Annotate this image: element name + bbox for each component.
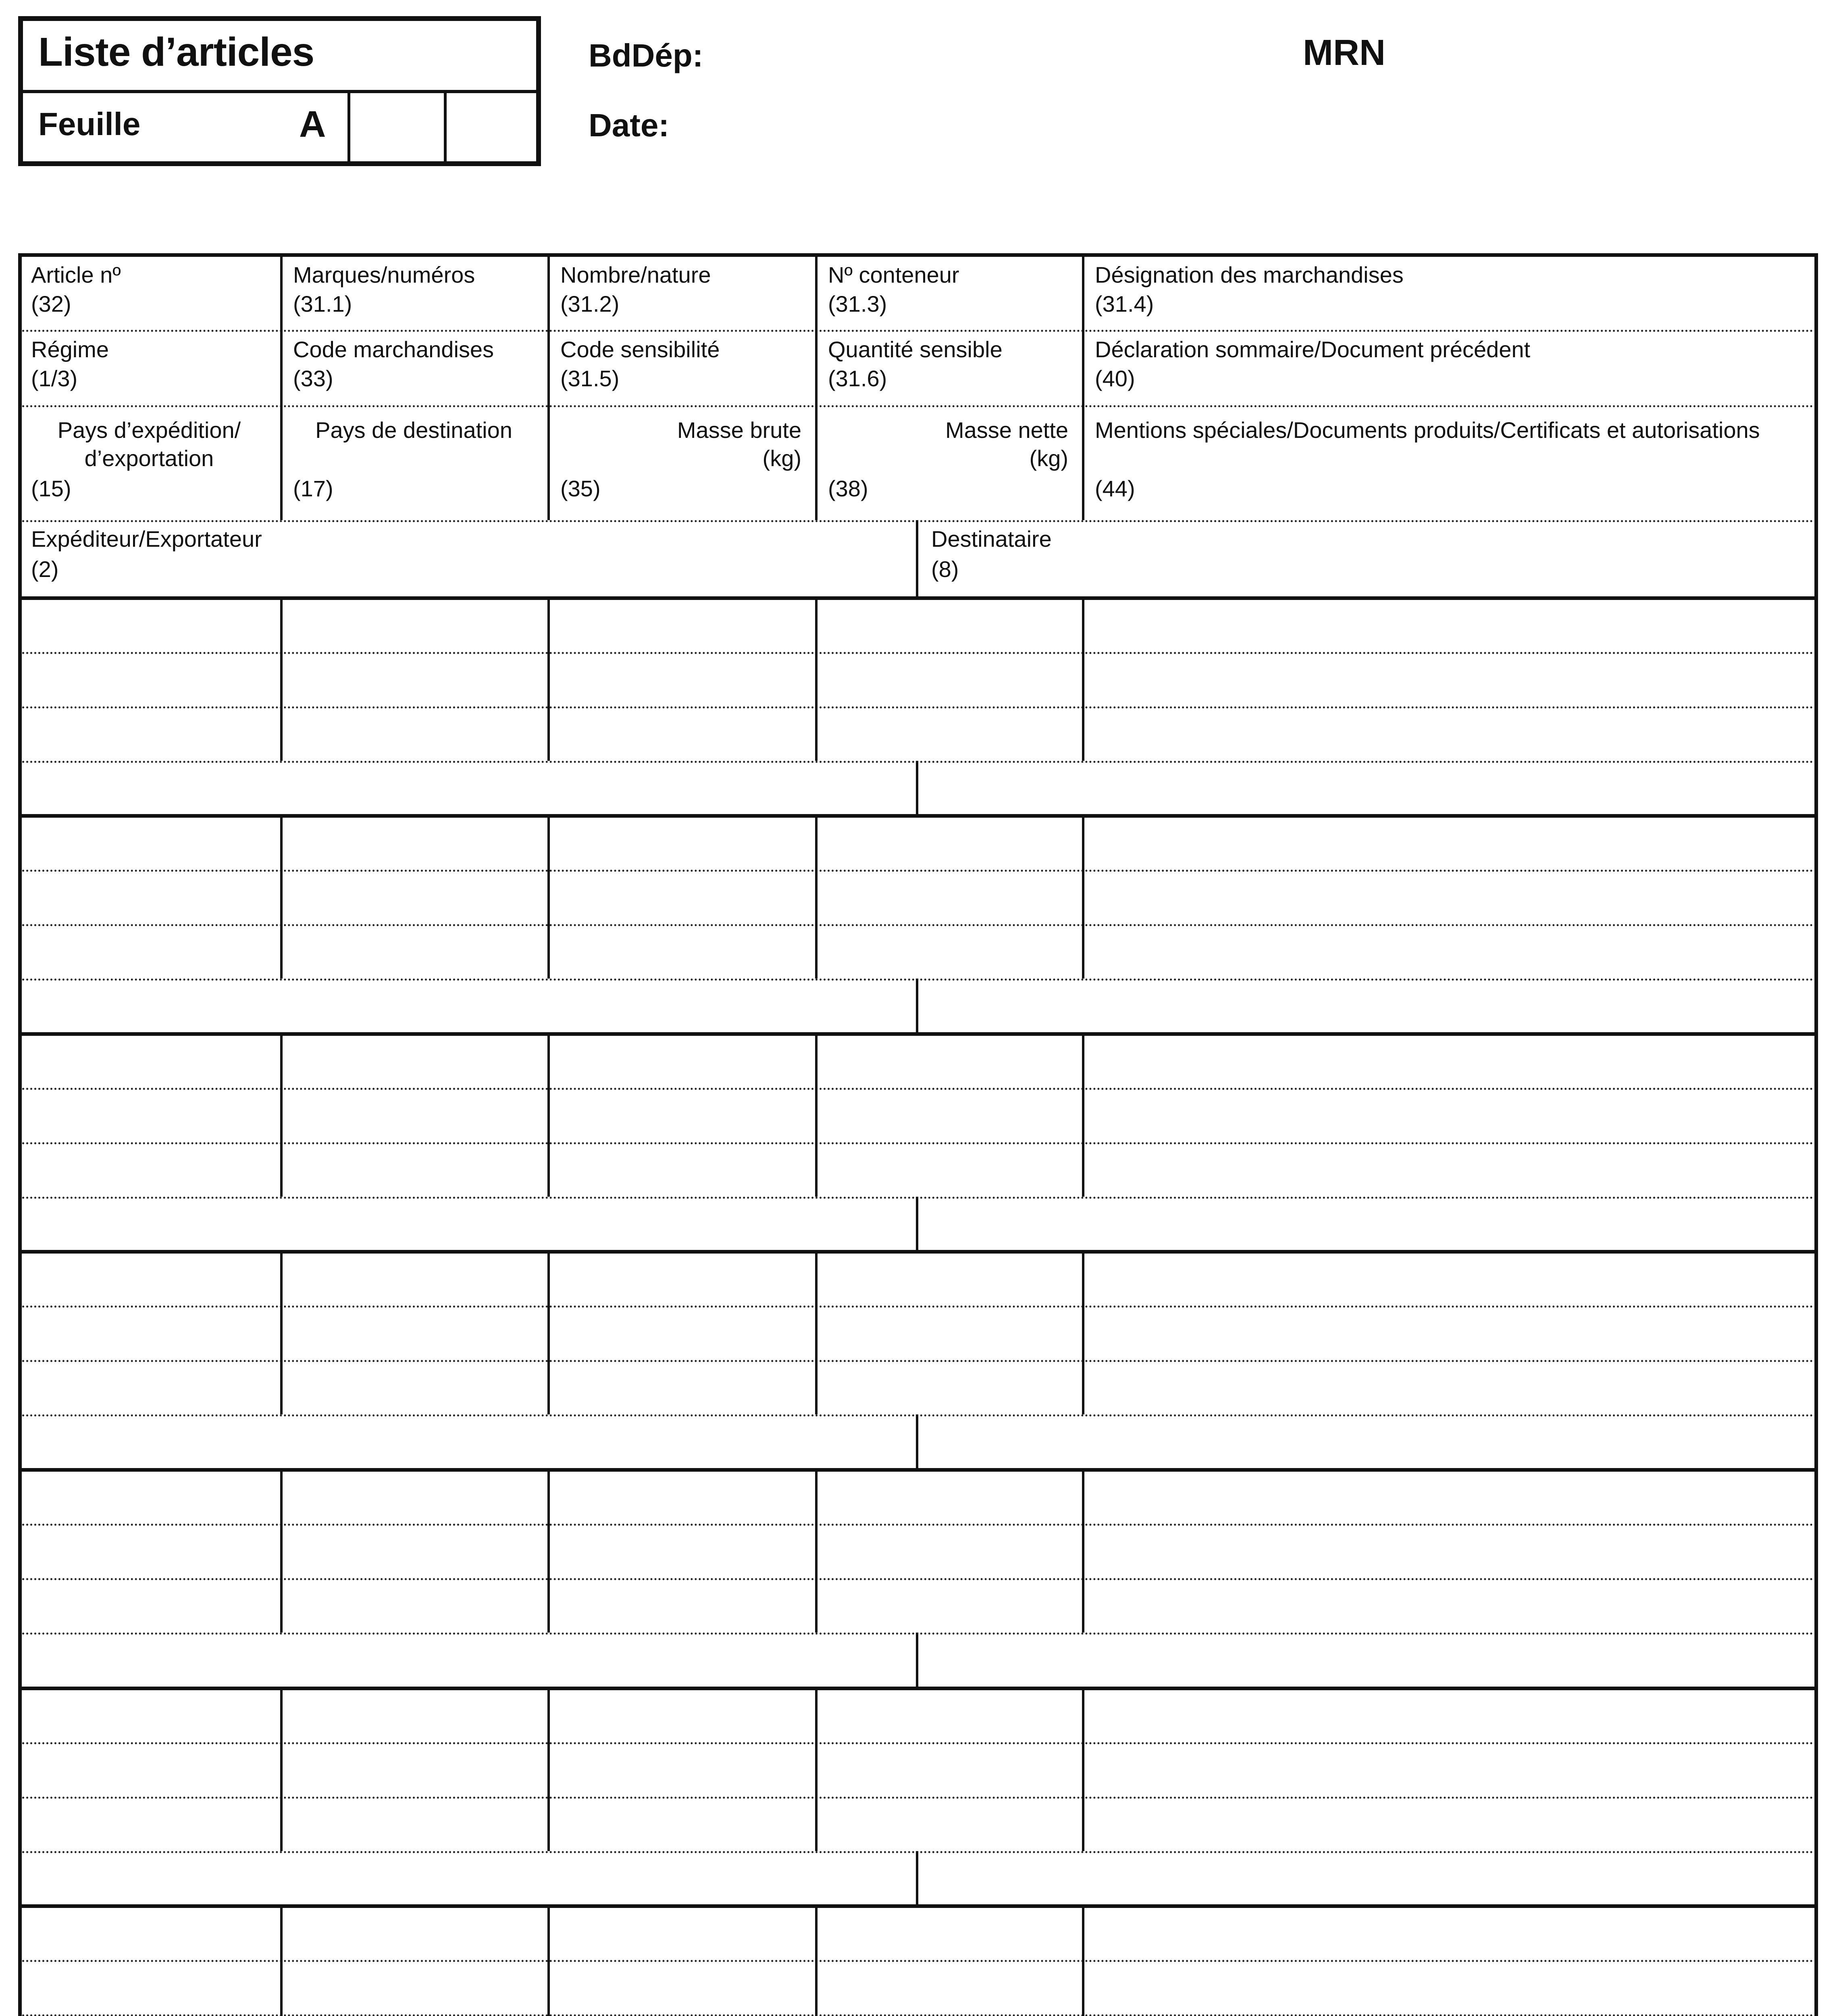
- item-3-field-r3-c5[interactable]: [1085, 1146, 1815, 1193]
- item-column-divider: [280, 1251, 283, 1414]
- item-4-field-r3-c3[interactable]: [551, 1364, 812, 1410]
- header-label-row2-2: Code sensibilité: [560, 337, 720, 362]
- item-1-field-r2-c2[interactable]: [283, 656, 544, 702]
- title-box-divider: [18, 90, 541, 93]
- item-6-field-r3-c1[interactable]: [21, 1801, 277, 1847]
- item-1-field-r3-c5[interactable]: [1085, 710, 1815, 757]
- item-5-field-r2-c1[interactable]: [21, 1528, 277, 1574]
- header-label-row2-0: Régime: [31, 337, 109, 362]
- item-3-field-r1-c5[interactable]: [1085, 1037, 1815, 1084]
- date-label: Date:: [589, 107, 670, 143]
- item-2-field-r3-c5[interactable]: [1085, 928, 1815, 975]
- item-dotted-line: [22, 1524, 1814, 1526]
- item-7-field-r1-c1[interactable]: [21, 1910, 277, 1956]
- item-1-field-r2-c5[interactable]: [1085, 656, 1815, 702]
- item-4-field-r3-c2[interactable]: [283, 1364, 544, 1410]
- mrn-field[interactable]: [1411, 32, 1794, 77]
- item-7-field-r2-c4[interactable]: [818, 1964, 1079, 2010]
- item-2-field-r2-c3[interactable]: [551, 874, 812, 920]
- header-code-row3-4: (44): [1095, 476, 1135, 501]
- header-code-row3-3: (38): [828, 476, 868, 501]
- header-code-row3-2: (35): [560, 476, 601, 501]
- item-column-divider: [547, 1688, 550, 1851]
- item-4-exporter-field[interactable]: [22, 1418, 912, 1465]
- header-label-row3-0-line1: Pays d’expédition/: [57, 417, 241, 443]
- item-7-field-r2-c2[interactable]: [283, 1964, 544, 2010]
- item-dotted-line: [22, 870, 1814, 872]
- header-code-row1-2: (31.2): [560, 291, 620, 317]
- item-5-field-r1-c5[interactable]: [1085, 1473, 1815, 1520]
- header-label-row4-1: Destinataire: [931, 526, 1052, 552]
- item-2-field-r2-c5[interactable]: [1085, 874, 1815, 920]
- item-5-consignee-field[interactable]: [921, 1637, 1813, 1684]
- item-1-field-r2-c1[interactable]: [21, 656, 277, 702]
- header-column-divider: [1082, 253, 1084, 520]
- sheet-number-field-1[interactable]: [351, 94, 443, 165]
- header-code-row1-1: (31.1): [293, 291, 352, 317]
- item-5-field-r1-c3[interactable]: [551, 1473, 812, 1520]
- item-dotted-line: [22, 1960, 1814, 1962]
- item-column-divider: [547, 598, 550, 761]
- item-2-exporter-field[interactable]: [22, 983, 912, 1029]
- item-5-field-r3-c2[interactable]: [283, 1582, 544, 1629]
- item-3-field-r2-c4[interactable]: [818, 1092, 1079, 1138]
- item-column-divider: [547, 815, 550, 979]
- item-6-field-r3-c3[interactable]: [551, 1801, 812, 1847]
- item-2-field-r2-c1[interactable]: [21, 874, 277, 920]
- item-column-divider: [1082, 1469, 1084, 1633]
- item-7-field-r2-c1[interactable]: [21, 1964, 277, 2010]
- item-6-field-r2-c4[interactable]: [818, 1746, 1079, 1793]
- item-2-field-r1-c1[interactable]: [21, 819, 277, 866]
- item-3-field-r2-c1[interactable]: [21, 1092, 277, 1138]
- item-2-consignee-field[interactable]: [921, 983, 1813, 1029]
- item-1-field-r3-c4[interactable]: [818, 710, 1079, 757]
- header-code-row3-1: (17): [293, 476, 333, 501]
- header-label-row3-0-line2: d’exportation: [84, 446, 214, 471]
- item-4-field-r1-c2[interactable]: [283, 1255, 544, 1302]
- item-2-field-r3-c4[interactable]: [818, 928, 1079, 975]
- item-dotted-line: [22, 2014, 1814, 2016]
- item-4-field-r3-c1[interactable]: [21, 1364, 277, 1410]
- item-column-divider: [280, 815, 283, 979]
- header-label-row1-2: Nombre/nature: [560, 262, 711, 287]
- item-6-field-r3-c5[interactable]: [1085, 1801, 1815, 1847]
- header-column-divider: [815, 253, 818, 520]
- item-7-field-r1-c5[interactable]: [1085, 1910, 1815, 1956]
- item-dotted-line: [22, 1797, 1814, 1799]
- item-1-field-r3-c1[interactable]: [21, 710, 277, 757]
- item-2-field-r1-c4[interactable]: [818, 819, 1079, 866]
- item-3-field-r2-c5[interactable]: [1085, 1092, 1815, 1138]
- item-1-field-r2-c3[interactable]: [551, 656, 812, 702]
- item-column-divider: [815, 1906, 818, 2016]
- item-6-field-r2-c5[interactable]: [1085, 1746, 1815, 1793]
- item-4-field-r1-c1[interactable]: [21, 1255, 277, 1302]
- item-column-divider: [1082, 1033, 1084, 1197]
- item-4-field-r2-c3[interactable]: [551, 1310, 812, 1356]
- item-2-field-r1-c5[interactable]: [1085, 819, 1815, 866]
- item-party-divider: [916, 1414, 918, 1469]
- item-column-divider: [280, 1688, 283, 1851]
- item-7-field-r2-c3[interactable]: [551, 1964, 812, 2010]
- header-code-row1-3: (31.3): [828, 291, 887, 317]
- item-1-field-r1-c4[interactable]: [818, 602, 1079, 648]
- item-3-field-r1-c4[interactable]: [818, 1037, 1079, 1084]
- item-2-field-r1-c2[interactable]: [283, 819, 544, 866]
- item-1-field-r2-c4[interactable]: [818, 656, 1079, 702]
- item-column-divider: [815, 815, 818, 979]
- sheet-cell-divider-2: [444, 90, 447, 166]
- header-label-row3-3-line1: Masse nette: [945, 417, 1068, 443]
- item-dotted-line: [22, 1360, 1814, 1362]
- item-4-field-r2-c5[interactable]: [1085, 1310, 1815, 1356]
- header-column-divider: [280, 253, 283, 520]
- item-5-field-r1-c4[interactable]: [818, 1473, 1079, 1520]
- item-5-field-r3-c3[interactable]: [551, 1582, 812, 1629]
- item-6-field-r3-c2[interactable]: [283, 1801, 544, 1847]
- item-column-divider: [547, 1251, 550, 1414]
- item-5-field-r3-c4[interactable]: [818, 1582, 1079, 1629]
- item-row-separator: [18, 814, 1818, 818]
- item-dotted-line: [22, 1578, 1814, 1580]
- item-2-field-r1-c3[interactable]: [551, 819, 812, 866]
- sheet-letter: A: [299, 104, 326, 145]
- item-column-divider: [280, 598, 283, 761]
- item-1-field-r3-c3[interactable]: [551, 710, 812, 757]
- header-label-row3-4-line1: Mentions spéciales/Documents produits/Certificats et autorisations: [1095, 417, 1760, 443]
- header-label-row1-4: Désignation des marchandises: [1095, 262, 1404, 287]
- header-label-row1-3: Nº conteneur: [828, 262, 959, 287]
- bddep-field[interactable]: [718, 32, 1262, 77]
- item-1-field-r1-c3[interactable]: [551, 602, 812, 648]
- item-party-divider: [916, 979, 918, 1033]
- item-4-field-r2-c2[interactable]: [283, 1310, 544, 1356]
- item-5-exporter-field[interactable]: [22, 1637, 912, 1684]
- item-column-divider: [815, 1033, 818, 1197]
- bddep-label: BdDép:: [589, 37, 703, 73]
- header-column-divider: [547, 253, 550, 520]
- item-column-divider: [547, 1906, 550, 2016]
- item-5-field-r2-c3[interactable]: [551, 1528, 812, 1574]
- item-column-divider: [280, 1906, 283, 2016]
- item-dotted-line: [22, 706, 1814, 708]
- item-party-divider: [916, 1633, 918, 1688]
- item-4-field-r2-c4[interactable]: [818, 1310, 1079, 1356]
- item-7-field-r1-c3[interactable]: [551, 1910, 812, 1956]
- header-code-row4-1: (8): [931, 556, 959, 582]
- item-5-field-r3-c1[interactable]: [21, 1582, 277, 1629]
- header-label-row1-0: Article nº: [31, 262, 121, 287]
- header-label-row2-1: Code marchandises: [293, 337, 494, 362]
- item-1-exporter-field[interactable]: [22, 765, 912, 811]
- form-title: Liste d’articles: [38, 29, 314, 75]
- item-4-field-r1-c4[interactable]: [818, 1255, 1079, 1302]
- item-2-field-r2-c4[interactable]: [818, 874, 1079, 920]
- item-column-divider: [1082, 815, 1084, 979]
- item-6-exporter-field[interactable]: [22, 1855, 912, 1901]
- header-code-row1-4: (31.4): [1095, 291, 1154, 317]
- item-3-field-r3-c2[interactable]: [283, 1146, 544, 1193]
- item-row-separator: [18, 1250, 1818, 1254]
- item-7-field-r2-c5[interactable]: [1085, 1964, 1815, 2010]
- item-6-consignee-field[interactable]: [921, 1855, 1813, 1901]
- item-4-field-r2-c1[interactable]: [21, 1310, 277, 1356]
- item-column-divider: [815, 1688, 818, 1851]
- item-dotted-line: [22, 1142, 1814, 1144]
- item-6-field-r2-c3[interactable]: [551, 1746, 812, 1793]
- item-2-field-r2-c2[interactable]: [283, 874, 544, 920]
- item-5-field-r1-c1[interactable]: [21, 1473, 277, 1520]
- item-7-field-r1-c4[interactable]: [818, 1910, 1079, 1956]
- header-party-divider: [916, 520, 918, 598]
- item-row-separator: [18, 1032, 1818, 1036]
- item-4-consignee-field[interactable]: [921, 1418, 1813, 1465]
- item-6-field-r2-c2[interactable]: [283, 1746, 544, 1793]
- item-1-field-r1-c1[interactable]: [21, 602, 277, 648]
- header-code-row2-3: (31.6): [828, 366, 887, 391]
- item-3-field-r3-c4[interactable]: [818, 1146, 1079, 1193]
- header-label-row4-0: Expéditeur/Exportateur: [31, 526, 262, 552]
- item-column-divider: [280, 1469, 283, 1633]
- item-6-field-r2-c1[interactable]: [21, 1746, 277, 1793]
- item-column-divider: [1082, 598, 1084, 761]
- item-party-divider: [916, 1197, 918, 1251]
- item-row-separator: [18, 1687, 1818, 1690]
- header-code-row1-0: (32): [31, 291, 71, 317]
- item-7-field-r1-c2[interactable]: [283, 1910, 544, 1956]
- item-column-divider: [815, 1251, 818, 1414]
- item-dotted-line: [22, 1742, 1814, 1744]
- item-2-field-r3-c3[interactable]: [551, 928, 812, 975]
- item-3-field-r3-c1[interactable]: [21, 1146, 277, 1193]
- item-dotted-line: [22, 924, 1814, 926]
- item-6-field-r1-c5[interactable]: [1085, 1692, 1815, 1738]
- item-3-consignee-field[interactable]: [921, 1201, 1813, 1247]
- sheet-number-field-2[interactable]: [447, 94, 537, 165]
- item-5-field-r1-c2[interactable]: [283, 1473, 544, 1520]
- item-1-field-r1-c2[interactable]: [283, 602, 544, 648]
- header-label-row3-2-line2: (kg): [762, 446, 801, 471]
- item-row-separator: [18, 1468, 1818, 1472]
- sheet-cell-divider-1: [347, 90, 350, 166]
- header-label-row3-3-line2: (kg): [1029, 446, 1068, 471]
- item-4-field-r3-c5[interactable]: [1085, 1364, 1815, 1410]
- item-dotted-line: [22, 1306, 1814, 1308]
- item-3-exporter-field[interactable]: [22, 1201, 912, 1247]
- header-code-row2-1: (33): [293, 366, 333, 391]
- item-row-separator: [18, 1904, 1818, 1908]
- item-party-divider: [916, 761, 918, 815]
- item-6-field-r1-c4[interactable]: [818, 1692, 1079, 1738]
- item-6-field-r1-c1[interactable]: [21, 1692, 277, 1738]
- header-code-row4-0: (2): [31, 556, 59, 582]
- item-6-field-r1-c3[interactable]: [551, 1692, 812, 1738]
- item-3-field-r1-c2[interactable]: [283, 1037, 544, 1084]
- item-column-divider: [547, 1469, 550, 1633]
- item-dotted-line: [22, 1088, 1814, 1090]
- header-code-row2-4: (40): [1095, 366, 1135, 391]
- item-5-field-r2-c5[interactable]: [1085, 1528, 1815, 1574]
- item-3-field-r1-c1[interactable]: [21, 1037, 277, 1084]
- item-3-field-r1-c3[interactable]: [551, 1037, 812, 1084]
- item-1-consignee-field[interactable]: [921, 765, 1813, 811]
- header-code-row2-0: (1/3): [31, 366, 78, 391]
- mrn-label: MRN: [1303, 33, 1386, 73]
- item-column-divider: [1082, 1906, 1084, 2016]
- item-5-field-r3-c5[interactable]: [1085, 1582, 1815, 1629]
- item-2-field-r3-c2[interactable]: [283, 928, 544, 975]
- header-code-row2-2: (31.5): [560, 366, 620, 391]
- header-dotted-separator: [22, 405, 1814, 407]
- item-column-divider: [280, 1033, 283, 1197]
- item-1-field-r1-c5[interactable]: [1085, 602, 1815, 648]
- item-row-separator: [18, 596, 1818, 600]
- header-label-row1-1: Marques/numéros: [293, 262, 475, 287]
- item-party-divider: [916, 1851, 918, 1906]
- item-column-divider: [815, 1469, 818, 1633]
- item-3-field-r3-c3[interactable]: [551, 1146, 812, 1193]
- item-4-field-r1-c5[interactable]: [1085, 1255, 1815, 1302]
- item-column-divider: [1082, 1251, 1084, 1414]
- sheet-label: Feuille: [38, 106, 141, 142]
- header-code-row3-0: (15): [31, 476, 71, 501]
- item-4-field-r3-c4[interactable]: [818, 1364, 1079, 1410]
- item-column-divider: [1082, 1688, 1084, 1851]
- item-3-field-r2-c3[interactable]: [551, 1092, 812, 1138]
- item-6-field-r1-c2[interactable]: [283, 1692, 544, 1738]
- date-field[interactable]: [693, 103, 1258, 147]
- item-2-field-r3-c1[interactable]: [21, 928, 277, 975]
- header-label-row2-3: Quantité sensible: [828, 337, 1003, 362]
- item-1-field-r3-c2[interactable]: [283, 710, 544, 757]
- header-label-row3-2-line1: Masse brute: [677, 417, 801, 443]
- item-4-field-r1-c3[interactable]: [551, 1255, 812, 1302]
- item-3-field-r2-c2[interactable]: [283, 1092, 544, 1138]
- header-label-row2-4: Déclaration sommaire/Document précédent: [1095, 337, 1531, 362]
- item-6-field-r3-c4[interactable]: [818, 1801, 1079, 1847]
- header-dotted-separator: [22, 330, 1814, 332]
- header-label-row3-1-line1: Pays de destination: [315, 417, 512, 443]
- item-dotted-line: [22, 652, 1814, 654]
- item-5-field-r2-c4[interactable]: [818, 1528, 1079, 1574]
- item-column-divider: [547, 1033, 550, 1197]
- item-column-divider: [815, 598, 818, 761]
- item-5-field-r2-c2[interactable]: [283, 1528, 544, 1574]
